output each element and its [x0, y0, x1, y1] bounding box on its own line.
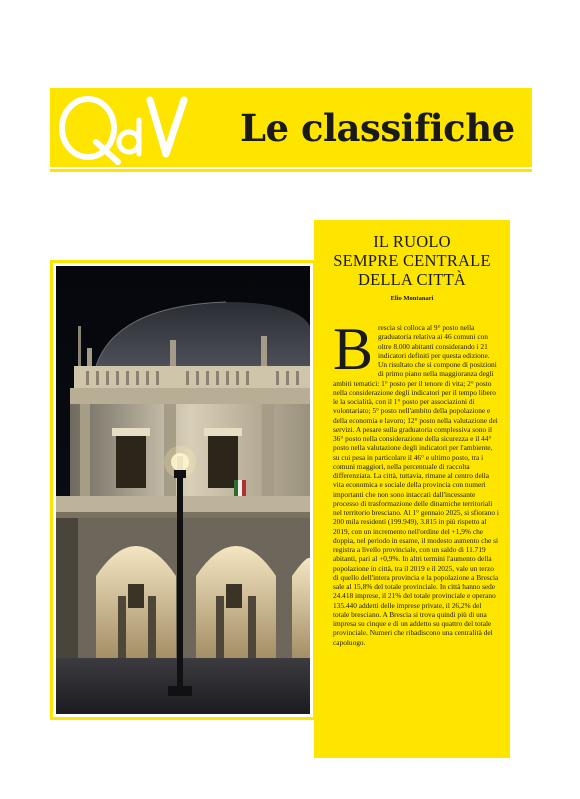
section-title: Le classifiche [240, 106, 515, 150]
drop-cap: B [333, 323, 374, 382]
palazzo-loggia-night-photo [56, 266, 310, 714]
article-headline [324, 232, 500, 289]
header-rule [50, 169, 532, 172]
body-paragraph: rescia si colloca al 9° posto nella graduatoria relativa ai 46 comuni con oltre 8.000 abitanti considerando i 21 indicatori definiti per questa edizione. Un risultato che si compone di posizioni di primo piano nella maggioranza degli ambiti tematici: 1° posto per il tenore di vita; 2° posto nella considerazione degli indicatori per il tempo libero le la socialità, con il 1° posto per associazioni di volontariato; 5° posto nell'ambito della popolazione e della economia e lavoro; 12° posto nella valutazione dei servizi. A pesare sulla graduatoria complessiva sono il 36° posto nella considerazione della sicurezza e il 44° posto nella valutazione degli indicatori per l'ambiente, su cui pesa in particolare il 46° e ultimo posto, tra i comuni maggiori, nella percentuale di raccolta differenziata. La città, tuttavia, rimane al centro della vita economica e sociale della provincia con numeri importanti che non sono intaccati dall'incessante processo di trasformazione delle dinamiche territoriali nel territorio bresciano. Al 1° gennaio 2025, si sfiorano i 200 mila residenti (199.949), 3.815 in più rispetto al 2019, con un incremento nell'ordine del +1,9% che doppia, nel periodo in esame, il modesto aumento che si registra a livello provinciale, con un saldo di 11.719 abitanti, pari al +0,9%. In altri termini l'aumento della popolazione in città, tra il 2019 e il 2025, vale un terzo di quello dell'intera provincia e la popolazione a Brescia sale al 15,8% del totale provinciale. In città hanno sede 24.418 imprese, il 21% del totale provinciale e operano 135.440 addetti delle imprese private, il 26,2% del totale bresciano. A Brescia si trova quindi più di una impresa su cinque e di un addetto su quattro del totale provinciale. Numeri che ribadiscono una centralità del capoluogo. [333, 323, 499, 647]
headline-line: IL RUOLO [373, 232, 451, 251]
qdv-logo [56, 92, 192, 166]
headline-line: SEMPRE CENTRALE [333, 251, 491, 270]
headline-line: DELLA CITTÀ [357, 270, 467, 289]
article-author: Elio Montanari [390, 295, 434, 302]
article-body [333, 323, 499, 751]
